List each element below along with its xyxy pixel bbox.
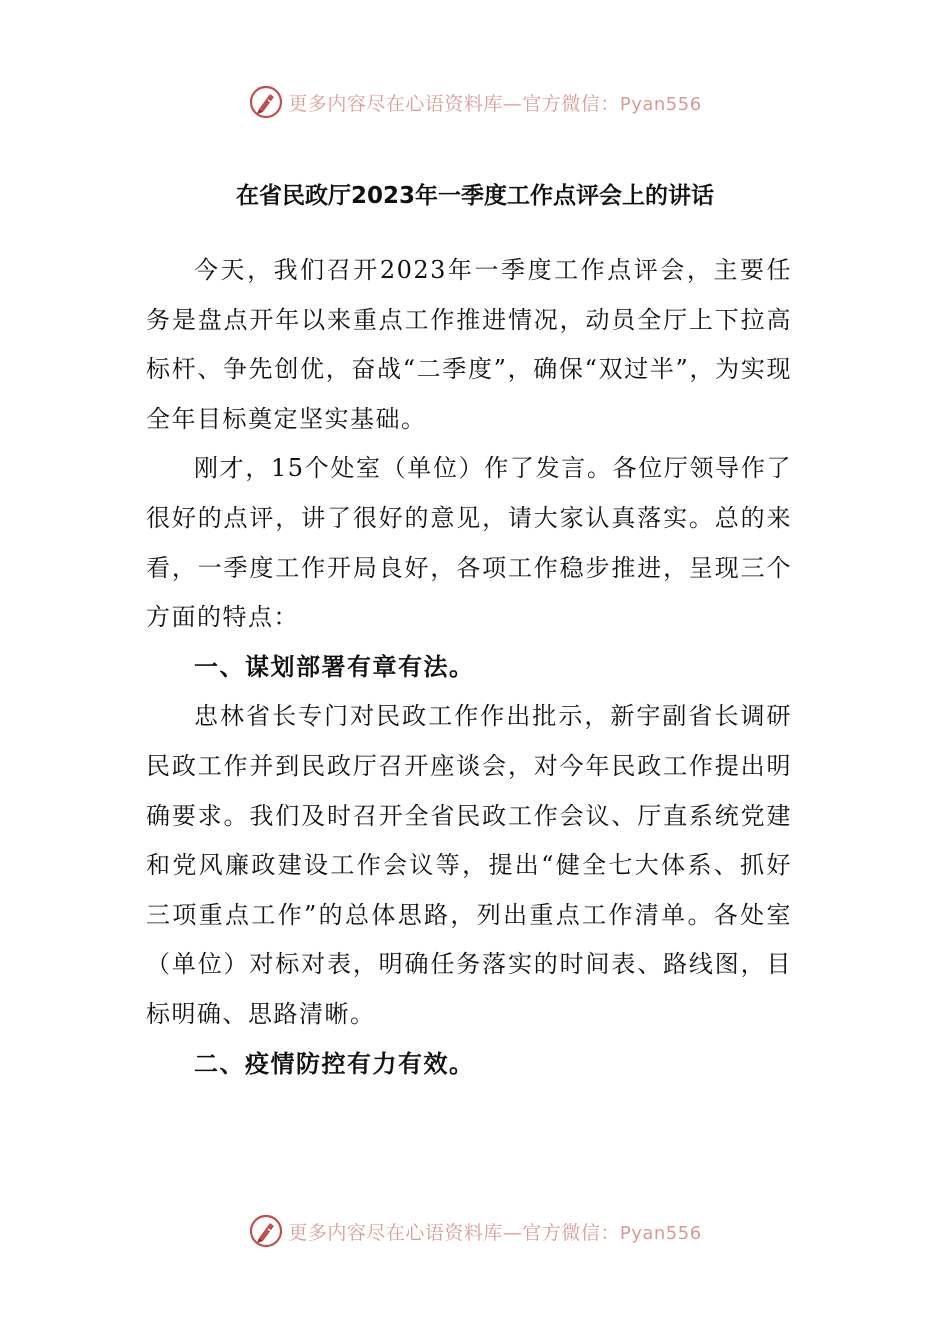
document-title: 在省民政厅2023年一季度工作点评会上的讲话 xyxy=(235,183,714,209)
banner-text xyxy=(288,89,701,116)
top-banner xyxy=(0,82,950,122)
paragraph: 今天，我们召开2023年一季度工作点评会，主要任务是盘点开年以来重点工作推进情况，动员全厅上下拉高标杆、争先创优，奋战“二季度”，确保“双过半”，为实现全年目标奠定坚实基础。 xyxy=(146,256,792,433)
banner-slogan: 更多内容尽在心语资料库—官方微信： xyxy=(288,92,620,115)
section-heading: 一、谋划部署有章有法。 xyxy=(194,652,475,681)
banner-wechat-id: Pyan556 xyxy=(619,93,702,115)
document-body xyxy=(146,246,792,1089)
bottom-banner xyxy=(0,1211,950,1251)
paragraph: 忠林省长专门对民政工作作出批示，新宇副省长调研民政工作并到民政厅召开座谈会，对今年民政工作提出明确要求。我们及时召开全省民政工作会议、厅直系统党建和党风廉政建设工作会议等，提出“健全七大体系、抓好三项重点工作”的总体思路，列出重点工作清单。各处室（单位）对标对表，明确任务落实的时间表、路线图，目标明确、思路清晰。 xyxy=(146,702,792,1028)
banner-wechat-id: Pyan556 xyxy=(619,1222,702,1244)
pen-nib-icon xyxy=(248,84,284,120)
banner-text xyxy=(288,1218,701,1245)
banner-slogan: 更多内容尽在心语资料库—官方微信： xyxy=(288,1221,620,1244)
paragraph: 刚才，15个处室（单位）作了发言。各位厅领导作了很好的点评，讲了很好的意见，请大家认真落实。总的来看，一季度工作开局良好，各项工作稳步推进，呈现三个方面的特点： xyxy=(146,454,792,632)
pen-nib-icon xyxy=(248,1213,284,1249)
section-heading: 二、疫情防控有力有效。 xyxy=(194,1049,475,1078)
